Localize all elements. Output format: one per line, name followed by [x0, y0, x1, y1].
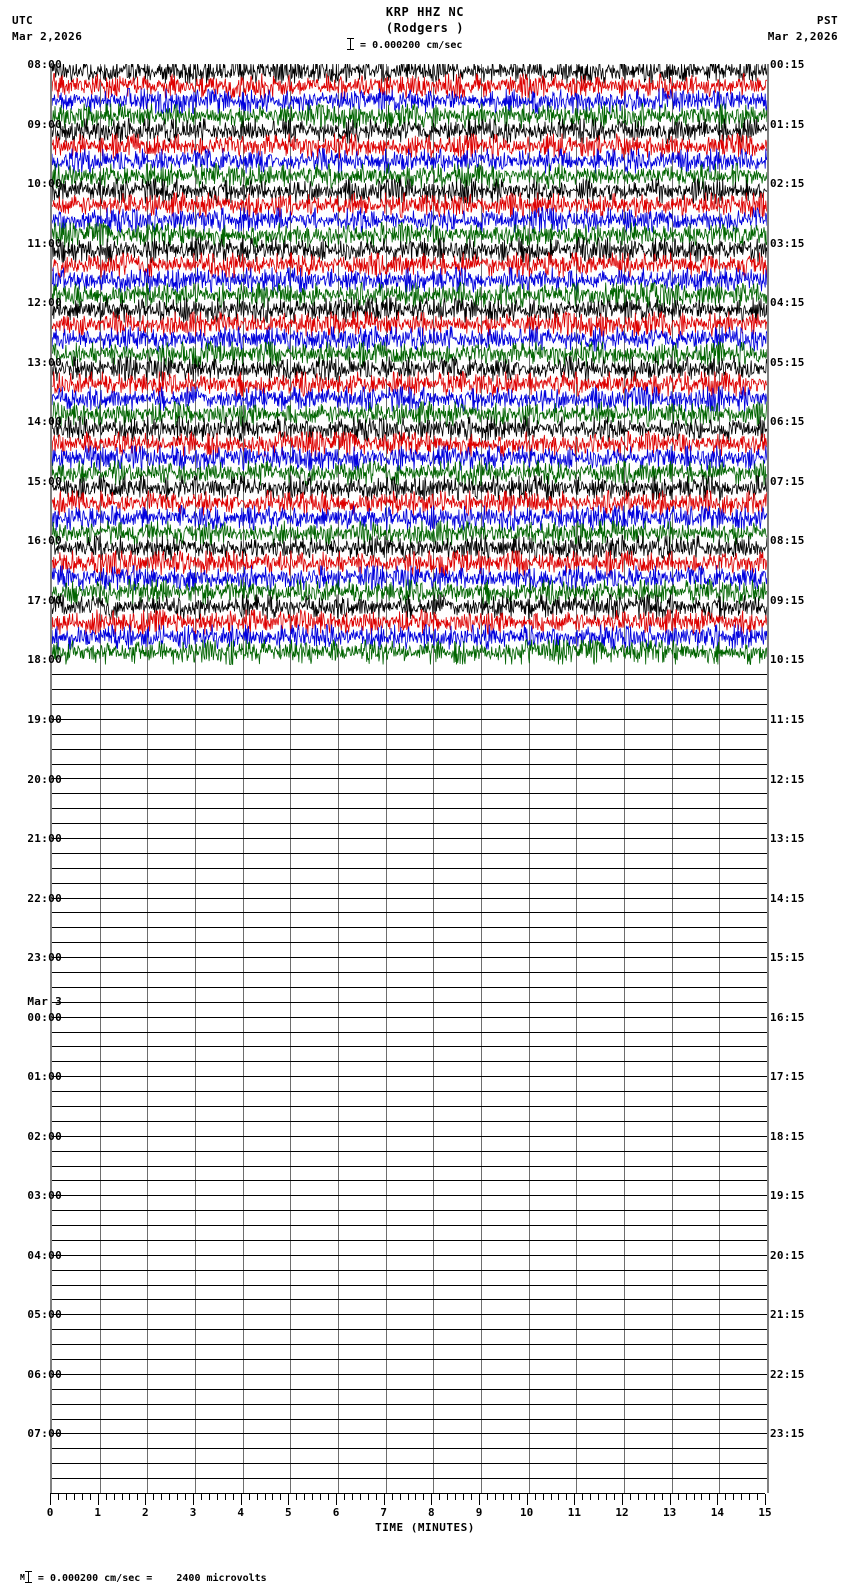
x-tick-minor: [662, 1494, 663, 1500]
x-tick-minor: [122, 1494, 123, 1500]
x-tick-minor: [654, 1494, 655, 1500]
pst-hour-label-1415: 14:15: [770, 891, 805, 905]
x-tick-minor: [304, 1494, 305, 1500]
trace-baseline: [52, 1002, 767, 1003]
utc-hour-label-1100: 11:00: [27, 236, 62, 250]
x-tick-minor: [733, 1494, 734, 1500]
utc-hour-label-2200: 22:00: [27, 891, 62, 905]
utc-date-label: Mar 2,2026: [12, 30, 83, 43]
x-tick-minor: [185, 1494, 186, 1500]
utc-timezone-label: UTC: [12, 14, 34, 27]
x-tick-minor: [535, 1494, 536, 1500]
x-tick-minor: [249, 1494, 250, 1500]
x-tick-minor: [312, 1494, 313, 1500]
trace-baseline: [52, 972, 767, 973]
x-tick-major-15: [765, 1494, 766, 1505]
trace-baseline: [52, 898, 767, 899]
x-tick-minor: [217, 1494, 218, 1500]
pst-hour-label-1615: 16:15: [770, 1010, 805, 1024]
trace-baseline: [52, 838, 767, 839]
x-tick-minor: [280, 1494, 281, 1500]
x-tick-minor: [66, 1494, 67, 1500]
trace-baseline: [52, 1299, 767, 1300]
x-tick-major-10: [527, 1494, 528, 1505]
trace-baseline: [52, 883, 767, 884]
pst-hour-label-1215: 12:15: [770, 772, 805, 786]
x-tick-minor: [265, 1494, 266, 1500]
x-tick-label-9: 9: [475, 1506, 483, 1519]
x-tick-minor: [392, 1494, 393, 1500]
utc-hour-label-0800: 08:00: [27, 58, 62, 71]
x-tick-minor: [487, 1494, 488, 1500]
trace-baseline: [52, 1314, 767, 1315]
x-tick-minor: [686, 1494, 687, 1500]
x-tick-minor: [90, 1494, 91, 1500]
x-tick-minor: [415, 1494, 416, 1500]
x-tick-minor: [201, 1494, 202, 1500]
trace-baseline: [52, 987, 767, 988]
x-tick-minor: [606, 1494, 607, 1500]
x-axis-title: TIME (MINUTES): [375, 1521, 475, 1534]
x-tick-minor: [368, 1494, 369, 1500]
trace-baseline: [52, 868, 767, 869]
x-tick-minor: [225, 1494, 226, 1500]
footer-ibeam-icon: [25, 1571, 32, 1583]
x-tick-label-1: 1: [94, 1506, 101, 1519]
pst-hour-label-1915: 19:15: [770, 1189, 805, 1203]
x-tick-minor: [741, 1494, 742, 1500]
helicorder-plot: [50, 64, 769, 1493]
trace-baseline: [52, 912, 767, 913]
x-tick-label-10: 10: [520, 1506, 534, 1519]
header: [0, 0, 850, 58]
x-tick-major-6: [336, 1494, 337, 1505]
x-tick-minor: [137, 1494, 138, 1500]
x-tick-minor: [376, 1494, 377, 1500]
trace-baseline: [52, 1419, 767, 1420]
x-tick-minor: [614, 1494, 615, 1500]
trace-baseline: [52, 927, 767, 928]
scale-legend-text: = 0.000200 cm/sec: [360, 40, 463, 51]
utc-hour-label-1000: 10:00: [27, 177, 62, 191]
pst-hour-label-1815: 18:15: [770, 1129, 805, 1143]
utc-hour-label-1700: 17:00: [27, 593, 62, 607]
trace-baseline: [52, 689, 767, 690]
trace-baseline: [52, 1166, 767, 1167]
pst-hour-label-0215: 02:15: [770, 177, 805, 191]
utc-hour-label-1900: 19:00: [27, 712, 62, 726]
pst-hour-label-2215: 22:15: [770, 1367, 805, 1381]
trace-baseline: [52, 1374, 767, 1375]
x-tick-major-14: [717, 1494, 718, 1505]
x-tick-major-7: [384, 1494, 385, 1505]
pst-hour-label-1715: 17:15: [770, 1070, 805, 1084]
x-tick-minor: [551, 1494, 552, 1500]
station-title: KRP HHZ NC: [385, 5, 465, 19]
x-tick-label-7: 7: [380, 1506, 387, 1519]
x-tick-major-1: [98, 1494, 99, 1505]
pst-date-label: Mar 2,2026: [767, 30, 838, 43]
x-tick-minor: [360, 1494, 361, 1500]
x-tick-minor: [344, 1494, 345, 1500]
utc-hour-label-0400: 04:00: [27, 1248, 62, 1262]
x-tick-minor: [408, 1494, 409, 1500]
trace-baseline: [52, 1195, 767, 1196]
utc-hour-label-0500: 05:00: [27, 1308, 62, 1322]
x-tick-minor: [129, 1494, 130, 1500]
x-tick-minor: [455, 1494, 456, 1500]
x-tick-minor: [439, 1494, 440, 1500]
trace-baseline: [52, 1359, 767, 1360]
x-tick-minor: [630, 1494, 631, 1500]
x-tick-minor: [352, 1494, 353, 1500]
trace-baseline: [52, 1180, 767, 1181]
x-tick-label-8: 8: [428, 1506, 435, 1519]
x-tick-minor: [471, 1494, 472, 1500]
x-axis-tick-labels: [0, 1506, 850, 1522]
x-tick-minor: [233, 1494, 234, 1500]
x-tick-major-4: [241, 1494, 242, 1505]
pst-hour-label-0415: 04:15: [770, 296, 805, 310]
x-tick-minor: [566, 1494, 567, 1500]
trace-baseline: [52, 1433, 767, 1434]
scale-legend: [347, 38, 462, 51]
utc-hour-label-1500: 15:00: [27, 474, 62, 488]
trace-baseline: [52, 1270, 767, 1271]
pst-hour-label-2115: 21:15: [770, 1308, 805, 1322]
x-tick-minor: [582, 1494, 583, 1500]
utc-hour-label-2000: 20:00: [27, 772, 62, 786]
trace-baseline: [52, 957, 767, 958]
x-tick-major-8: [431, 1494, 432, 1505]
x-tick-major-11: [574, 1494, 575, 1505]
pst-hour-label-0615: 06:15: [770, 415, 805, 429]
footer-scale-text: = 0.000200 cm/sec = 2400 microvolts: [37, 1573, 267, 1584]
x-tick-minor: [114, 1494, 115, 1500]
trace-baseline: [52, 1478, 767, 1479]
x-tick-minor: [423, 1494, 424, 1500]
trace-baseline: [52, 808, 767, 809]
x-tick-minor: [519, 1494, 520, 1500]
utc-hour-label-0700: 07:00: [27, 1427, 62, 1441]
trace-baseline: [52, 1404, 767, 1405]
trace-baseline: [52, 1255, 767, 1256]
station-subtitle: (Rodgers ): [385, 21, 465, 35]
x-tick-label-2: 2: [142, 1506, 149, 1519]
utc-hour-label-0100: 01:00: [27, 1070, 62, 1084]
x-axis-ticks: [50, 1494, 765, 1506]
trace-baseline: [52, 1285, 767, 1286]
x-tick-major-3: [193, 1494, 194, 1505]
pst-hour-label-1015: 10:15: [770, 653, 805, 667]
utc-hour-label-2100: 21:00: [27, 832, 62, 846]
x-tick-label-3: 3: [189, 1506, 197, 1519]
ibeam-scale-icon: [347, 38, 354, 50]
x-tick-minor: [503, 1494, 504, 1500]
trace-baseline: [52, 778, 767, 779]
trace-baseline: [52, 823, 767, 824]
trace-baseline: [52, 734, 767, 735]
x-tick-label-15: 15: [758, 1506, 772, 1519]
trace-baseline: [52, 1151, 767, 1152]
x-tick-label-13: 13: [663, 1506, 677, 1519]
x-tick-minor: [106, 1494, 107, 1500]
trace-baseline: [52, 1017, 767, 1018]
utc-hour-label-1400: 14:00: [27, 415, 62, 429]
trace-baseline: [52, 1106, 767, 1107]
x-tick-minor: [74, 1494, 75, 1500]
x-tick-minor: [558, 1494, 559, 1500]
x-tick-minor: [272, 1494, 273, 1500]
pst-hour-label-1115: 11:15: [770, 712, 805, 726]
x-tick-minor: [296, 1494, 297, 1500]
seismic-trace: [52, 639, 767, 665]
pst-hour-label-0815: 08:15: [770, 534, 805, 548]
x-tick-minor: [463, 1494, 464, 1500]
x-tick-label-12: 12: [615, 1506, 629, 1519]
x-tick-minor: [511, 1494, 512, 1500]
x-tick-minor: [757, 1494, 758, 1500]
x-tick-label-6: 6: [332, 1506, 340, 1519]
x-tick-label-0: 0: [46, 1506, 54, 1519]
x-tick-major-9: [479, 1494, 480, 1505]
pst-hour-label-1515: 15:15: [770, 951, 805, 965]
x-tick-minor: [58, 1494, 59, 1500]
trace-baseline: [52, 1076, 767, 1077]
utc-hour-label-1200: 12:00: [27, 296, 62, 310]
utc-hour-label-0300: 03:00: [27, 1189, 62, 1203]
pst-hour-label-0015: 00:15: [770, 58, 805, 71]
utc-hour-label-1600: 16:00: [27, 534, 62, 548]
pst-hour-label-0715: 07:15: [770, 474, 805, 488]
utc-hour-label-1300: 13:00: [27, 355, 62, 369]
x-tick-minor: [82, 1494, 83, 1500]
trace-baseline: [52, 1210, 767, 1211]
x-tick-label-5: 5: [285, 1506, 292, 1519]
x-tick-minor: [701, 1494, 702, 1500]
x-tick-major-2: [145, 1494, 146, 1505]
pst-hour-label-1315: 13:15: [770, 832, 805, 846]
utc-hour-label-0000: 00:00: [27, 1010, 62, 1024]
x-tick-minor: [161, 1494, 162, 1500]
pst-hour-label-0515: 05:15: [770, 355, 805, 369]
day-divider-label: Mar 3: [27, 994, 62, 1008]
pst-timezone-label: PST: [816, 14, 838, 27]
trace-baseline: [52, 1329, 767, 1330]
x-tick-minor: [400, 1494, 401, 1500]
trace-baseline: [52, 674, 767, 675]
trace-baseline: [52, 942, 767, 943]
x-tick-major-13: [670, 1494, 671, 1505]
trace-baseline: [52, 1463, 767, 1464]
x-tick-minor: [257, 1494, 258, 1500]
x-tick-major-0: [50, 1494, 51, 1505]
x-tick-minor: [598, 1494, 599, 1500]
x-tick-minor: [749, 1494, 750, 1500]
x-tick-label-4: 4: [237, 1506, 244, 1519]
footer-scale-note: [8, 1560, 267, 1584]
x-tick-major-12: [622, 1494, 623, 1505]
x-tick-minor: [638, 1494, 639, 1500]
x-tick-minor: [153, 1494, 154, 1500]
utc-hour-label-0200: 02:00: [27, 1129, 62, 1143]
x-tick-minor: [177, 1494, 178, 1500]
trace-baseline: [52, 853, 767, 854]
trace-baseline: [52, 719, 767, 720]
x-tick-minor: [725, 1494, 726, 1500]
trace-baseline: [52, 1240, 767, 1241]
x-tick-minor: [590, 1494, 591, 1500]
x-tick-minor: [543, 1494, 544, 1500]
pst-hour-label-0915: 09:15: [770, 593, 805, 607]
x-tick-minor: [320, 1494, 321, 1500]
trace-baseline: [52, 1344, 767, 1345]
footer-mark-glyph: M: [20, 1573, 25, 1582]
trace-baseline: [52, 1136, 767, 1137]
trace-baseline: [52, 1032, 767, 1033]
x-tick-minor: [709, 1494, 710, 1500]
x-tick-minor: [678, 1494, 679, 1500]
trace-baseline: [52, 1448, 767, 1449]
trace-baseline: [52, 793, 767, 794]
x-tick-minor: [646, 1494, 647, 1500]
utc-hour-label-1800: 18:00: [27, 653, 62, 667]
x-tick-minor: [447, 1494, 448, 1500]
utc-hour-label-2300: 23:00: [27, 951, 62, 965]
trace-baseline: [52, 764, 767, 765]
x-tick-label-11: 11: [567, 1506, 581, 1519]
x-tick-label-14: 14: [710, 1506, 724, 1519]
trace-baseline: [52, 749, 767, 750]
trace-baseline: [52, 1121, 767, 1122]
x-tick-minor: [328, 1494, 329, 1500]
trace-baseline: [52, 1046, 767, 1047]
utc-hour-label-0600: 06:00: [27, 1367, 62, 1381]
utc-hour-label-0900: 09:00: [27, 117, 62, 131]
pst-hour-label-2315: 23:15: [770, 1427, 805, 1441]
x-tick-minor: [169, 1494, 170, 1500]
pst-hour-label-2015: 20:15: [770, 1248, 805, 1262]
trace-baseline: [52, 1225, 767, 1226]
x-tick-minor: [694, 1494, 695, 1500]
trace-baseline: [52, 704, 767, 705]
trace-baseline: [52, 1091, 767, 1092]
trace-baseline: [52, 1061, 767, 1062]
pst-hour-label-0315: 03:15: [770, 236, 805, 250]
pst-hour-label-0115: 01:15: [770, 117, 805, 131]
trace-baseline: [52, 1389, 767, 1390]
x-tick-major-5: [288, 1494, 289, 1505]
x-tick-minor: [495, 1494, 496, 1500]
x-tick-minor: [209, 1494, 210, 1500]
